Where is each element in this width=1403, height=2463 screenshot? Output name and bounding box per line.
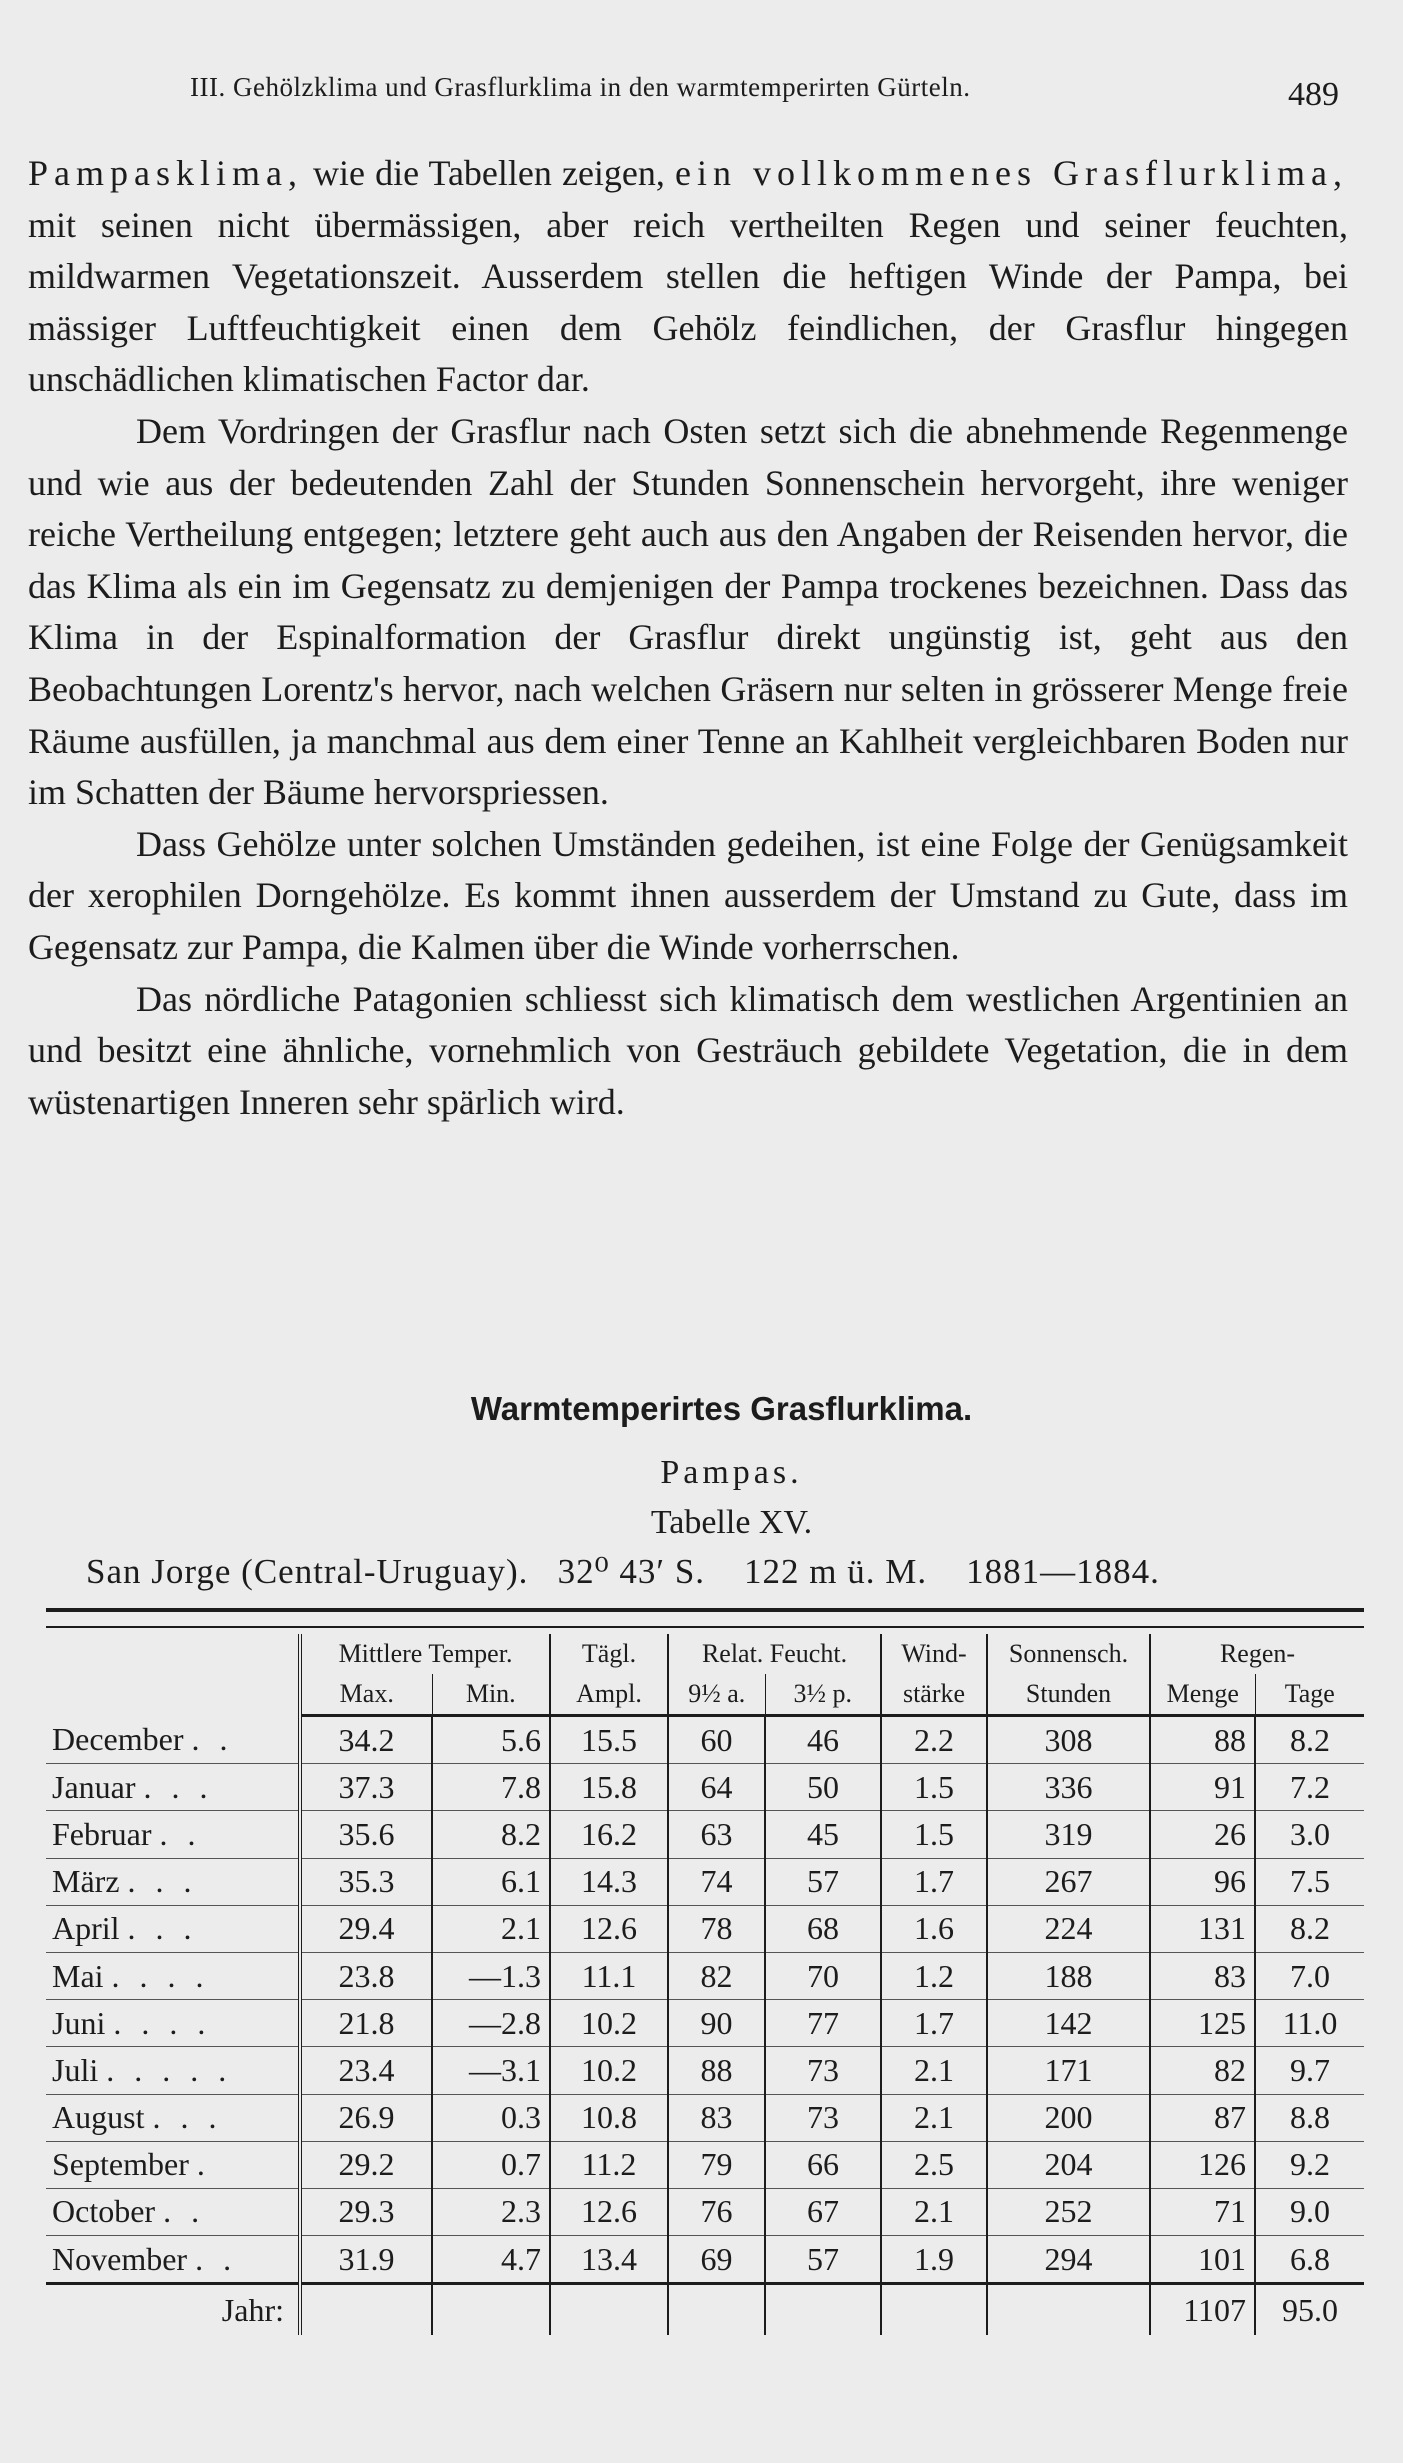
menge-cell: 71 (1150, 2188, 1255, 2235)
feucht-a-cell: 79 (668, 2141, 765, 2188)
header-max: Max. (300, 1674, 432, 1716)
sonne-cell: 336 (987, 1764, 1150, 1811)
feucht-a-cell: 82 (668, 1952, 765, 1999)
header-tagl: Tägl. (550, 1634, 668, 1674)
max-cell: 29.3 (300, 2188, 432, 2235)
table-row (46, 1905, 1364, 1952)
month-cell: Mai . . . . (46, 1952, 300, 1999)
empty-cell (987, 2284, 1150, 2336)
empty-cell (300, 2284, 432, 2336)
feucht-a-cell: 83 (668, 2094, 765, 2141)
empty-cell (765, 2284, 881, 2336)
month-cell: Juli . . . . . (46, 2047, 300, 2094)
wind-cell: 1.5 (881, 1764, 987, 1811)
station-latitude: 32⁰ 43′ S. (557, 1552, 706, 1591)
max-cell: 31.9 (300, 2236, 432, 2284)
ampl-cell: 10.8 (550, 2094, 668, 2141)
sonne-cell: 294 (987, 2236, 1150, 2284)
table-row (46, 2141, 1364, 2188)
wind-cell: 2.1 (881, 2188, 987, 2235)
month-cell: September . (46, 2141, 300, 2188)
header-temper: Mittlere Temper. (300, 1634, 550, 1674)
month-cell: April . . . (46, 1905, 300, 1952)
feucht-p-cell: 73 (765, 2094, 881, 2141)
tage-cell: 8.8 (1255, 2094, 1364, 2141)
header-feucht-a: 9½ a. (668, 1674, 765, 1716)
menge-cell: 88 (1150, 1716, 1255, 1764)
tage-cell: 3.0 (1255, 1811, 1364, 1858)
feucht-a-cell: 76 (668, 2188, 765, 2235)
header-ampl: Ampl. (550, 1674, 668, 1716)
tage-cell: 8.2 (1255, 1716, 1364, 1764)
feucht-p-cell: 68 (765, 1905, 881, 1952)
sonne-cell: 204 (987, 2141, 1150, 2188)
min-cell: —3.1 (432, 2047, 550, 2094)
max-cell: 37.3 (300, 1764, 432, 1811)
paragraph-3: Dass Gehölze unter solchen Umständen gedeihen, ist eine Folge der Genügsamkeit der xerophilen Dorngehölze. Es kommt ihnen ausserdem der Umstand zu Gute, dass im Gegensatz zur Pampa, die Kalmen über die Winde vorherrschen. (28, 823, 1348, 967)
page-number: 489 (1288, 76, 1339, 113)
tage-cell: 11.0 (1255, 2000, 1364, 2047)
wind-cell: 1.2 (881, 1952, 987, 1999)
max-cell: 29.4 (300, 1905, 432, 1952)
station-name: San Jorge (Central-Uruguay). (86, 1552, 529, 1591)
ampl-cell: 15.8 (550, 1764, 668, 1811)
feucht-a-cell: 69 (668, 2236, 765, 2284)
ampl-cell: 10.2 (550, 2000, 668, 2047)
tage-cell: 6.8 (1255, 2236, 1364, 2284)
max-cell: 23.8 (300, 1952, 432, 1999)
wind-cell: 2.5 (881, 2141, 987, 2188)
min-cell: —1.3 (432, 1952, 550, 1999)
station-line (86, 1552, 1336, 1592)
table-row (46, 1716, 1364, 1764)
feucht-a-cell: 74 (668, 1858, 765, 1905)
ampl-cell: 12.6 (550, 2188, 668, 2235)
station-altitude: 122 m ü. M. (744, 1552, 928, 1591)
header-stunden: Stunden (987, 1674, 1150, 1716)
sonne-cell: 267 (987, 1858, 1150, 1905)
feucht-p-cell: 66 (765, 2141, 881, 2188)
month-cell: October . . (46, 2188, 300, 2235)
month-cell: Juni . . . . (46, 2000, 300, 2047)
empty-cell (668, 2284, 765, 2336)
menge-cell: 26 (1150, 1811, 1255, 1858)
sonne-cell: 142 (987, 2000, 1150, 2047)
ampl-cell: 15.5 (550, 1716, 668, 1764)
year-menge: 1107 (1150, 2284, 1255, 2336)
menge-cell: 87 (1150, 2094, 1255, 2141)
min-cell: —2.8 (432, 2000, 550, 2047)
wind-cell: 1.7 (881, 1858, 987, 1905)
sonne-cell: 308 (987, 1716, 1150, 1764)
feucht-a-cell: 90 (668, 2000, 765, 2047)
feucht-p-cell: 67 (765, 2188, 881, 2235)
paragraph-2: Dem Vordringen der Grasflur nach Osten setzt sich die abnehmende Regenmenge und wie aus der bedeutenden Zahl der Stunden Sonnenschein hervorgeht, ihre weniger reiche Vertheilung entgegen; letztere geht auch aus den Angaben der Reisenden hervor, die das Klima als ein im Gegensatz zu demjenigen der Pampa trockenes bezeichnen. Dass das Klima in der Espinalformation der Grasflur direkt ungünstig ist, geht aus den Beobachtungen Lorentz's hervor, nach welchen Gräsern nur selten in grösserer Menge freie Räume ausfüllen, ja manchmal aus dem einer Tenne an Kahlheit vergleichbaren Boden nur im Schatten der Bäume hervorspriessen. (28, 410, 1348, 813)
wind-cell: 1.5 (881, 1811, 987, 1858)
min-cell: 8.2 (432, 1811, 550, 1858)
tage-cell: 9.7 (1255, 2047, 1364, 2094)
tage-cell: 8.2 (1255, 1905, 1364, 1952)
tage-cell: 7.5 (1255, 1858, 1364, 1905)
month-cell: März . . . (46, 1858, 300, 1905)
sonne-cell: 224 (987, 1905, 1150, 1952)
tage-cell: 9.0 (1255, 2188, 1364, 2235)
wind-cell: 1.9 (881, 2236, 987, 2284)
menge-cell: 101 (1150, 2236, 1255, 2284)
header-tage: Tage (1255, 1674, 1364, 1716)
feucht-a-cell: 88 (668, 2047, 765, 2094)
month-cell: Februar . . (46, 1811, 300, 1858)
menge-cell: 82 (1150, 2047, 1255, 2094)
wind-cell: 1.7 (881, 2000, 987, 2047)
paragraph-1-rest: mit seinen nicht übermässigen, aber reich vertheilten Regen und seiner feuchten, mildwarmen Vegetationszeit. Ausserdem stellen die heftigen Winde der Pampa, bei mässiger Luftfeuchtigkeit einen dem Gehölz feindlichen, der Grasflur hingegen unschädlichen klimatischen Factor dar. (28, 204, 1348, 400)
max-cell: 23.4 (300, 2047, 432, 2094)
table-row (46, 1952, 1364, 1999)
station-years: 1881—1884. (966, 1552, 1160, 1591)
year-label: Jahr: (221, 2291, 284, 2328)
sonne-cell: 200 (987, 2094, 1150, 2141)
tage-cell: 9.2 (1255, 2141, 1364, 2188)
table-subtitle: Pampas. (660, 1454, 803, 1491)
max-cell: 35.6 (300, 1811, 432, 1858)
header-feucht: Relat. Feucht. (668, 1634, 881, 1674)
feucht-a-cell: 63 (668, 1811, 765, 1858)
menge-cell: 126 (1150, 2141, 1255, 2188)
min-cell: 2.3 (432, 2188, 550, 2235)
feucht-p-cell: 73 (765, 2047, 881, 2094)
empty-cell (550, 2284, 668, 2336)
menge-cell: 131 (1150, 1905, 1255, 1952)
ampl-cell: 16.2 (550, 1811, 668, 1858)
ampl-cell: 11.2 (550, 2141, 668, 2188)
spaced-term-pampasklima: Pampasklima, (28, 153, 303, 193)
climate-table (46, 1634, 1364, 2335)
body-text (28, 148, 1348, 1128)
wind-cell: 2.1 (881, 2094, 987, 2141)
table-row (46, 1858, 1364, 1905)
table-row (46, 1811, 1364, 1858)
empty-cell (881, 2284, 987, 2336)
feucht-p-cell: 46 (765, 1716, 881, 1764)
max-cell: 35.3 (300, 1858, 432, 1905)
month-cell: Januar . . . (46, 1764, 300, 1811)
year-tage: 95.0 (1255, 2284, 1364, 2336)
empty-cell (432, 2284, 550, 2336)
min-cell: 7.8 (432, 1764, 550, 1811)
table-row (46, 2188, 1364, 2235)
max-cell: 29.2 (300, 2141, 432, 2188)
sonne-cell: 252 (987, 2188, 1150, 2235)
ampl-cell: 11.1 (550, 1952, 668, 1999)
header-wind: Wind- (881, 1634, 987, 1674)
tage-cell: 7.0 (1255, 1952, 1364, 1999)
paragraph-1-mid: wie die Tabellen zeigen, (302, 153, 675, 193)
table-top-rule-thin (46, 1626, 1364, 1628)
header-regen: Regen- (1150, 1634, 1364, 1674)
ampl-cell: 13.4 (550, 2236, 668, 2284)
paragraph-1 (28, 148, 1348, 406)
min-cell: 4.7 (432, 2236, 550, 2284)
feucht-p-cell: 57 (765, 2236, 881, 2284)
feucht-a-cell: 60 (668, 1716, 765, 1764)
feucht-p-cell: 77 (765, 2000, 881, 2047)
menge-cell: 83 (1150, 1952, 1255, 1999)
ampl-cell: 12.6 (550, 1905, 668, 1952)
header-min: Min. (432, 1674, 550, 1716)
min-cell: 2.1 (432, 1905, 550, 1952)
running-head: III. Gehölzklima und Grasflurklima in den warmtemperirten Gürteln. (190, 72, 971, 102)
menge-cell: 91 (1150, 1764, 1255, 1811)
max-cell: 26.9 (300, 2094, 432, 2141)
ampl-cell: 10.2 (550, 2047, 668, 2094)
year-total-row (46, 2284, 1364, 2336)
min-cell: 0.3 (432, 2094, 550, 2141)
table-row (46, 2047, 1364, 2094)
table-row (46, 2000, 1364, 2047)
table-title: Warmtemperirtes Grasflurklima. (470, 1390, 973, 1427)
wind-cell: 2.1 (881, 2047, 987, 2094)
header-windstaerke: stärke (881, 1674, 987, 1716)
table-number: Tabelle XV. (650, 1504, 813, 1541)
sonne-cell: 319 (987, 1811, 1150, 1858)
min-cell: 5.6 (432, 1716, 550, 1764)
month-cell: November . . (46, 2236, 300, 2284)
menge-cell: 96 (1150, 1858, 1255, 1905)
feucht-a-cell: 64 (668, 1764, 765, 1811)
table-row (46, 2094, 1364, 2141)
wind-cell: 1.6 (881, 1905, 987, 1952)
feucht-a-cell: 78 (668, 1905, 765, 1952)
feucht-p-cell: 50 (765, 1764, 881, 1811)
ampl-cell: 14.3 (550, 1858, 668, 1905)
wind-cell: 2.2 (881, 1716, 987, 1764)
month-cell: December . . (46, 1716, 300, 1764)
header-month (46, 1634, 300, 1716)
sonne-cell: 188 (987, 1952, 1150, 1999)
spaced-term-grasflurklima: ein vollkommenes Grasflurklima, (674, 153, 1348, 193)
table-row (46, 2236, 1364, 2284)
min-cell: 6.1 (432, 1858, 550, 1905)
feucht-p-cell: 45 (765, 1811, 881, 1858)
header-row-1 (46, 1634, 1364, 1674)
sonne-cell: 171 (987, 2047, 1150, 2094)
table-row (46, 1764, 1364, 1811)
max-cell: 34.2 (300, 1716, 432, 1764)
feucht-p-cell: 70 (765, 1952, 881, 1999)
max-cell: 21.8 (300, 2000, 432, 2047)
header-sonne: Sonnensch. (987, 1634, 1150, 1674)
month-cell: August . . . (46, 2094, 300, 2141)
feucht-p-cell: 57 (765, 1858, 881, 1905)
paragraph-4: Das nördliche Patagonien schliesst sich klimatisch dem westlichen Argentinien an und besitzt eine ähnliche, vornehmlich von Gesträuch gebildete Vegetation, die in dem wüstenartigen Inneren sehr spärlich wird. (28, 978, 1348, 1122)
menge-cell: 125 (1150, 2000, 1255, 2047)
header-menge: Menge (1150, 1674, 1255, 1716)
header-feucht-p: 3½ p. (765, 1674, 881, 1716)
min-cell: 0.7 (432, 2141, 550, 2188)
tage-cell: 7.2 (1255, 1764, 1364, 1811)
table-top-rule (46, 1608, 1364, 1612)
